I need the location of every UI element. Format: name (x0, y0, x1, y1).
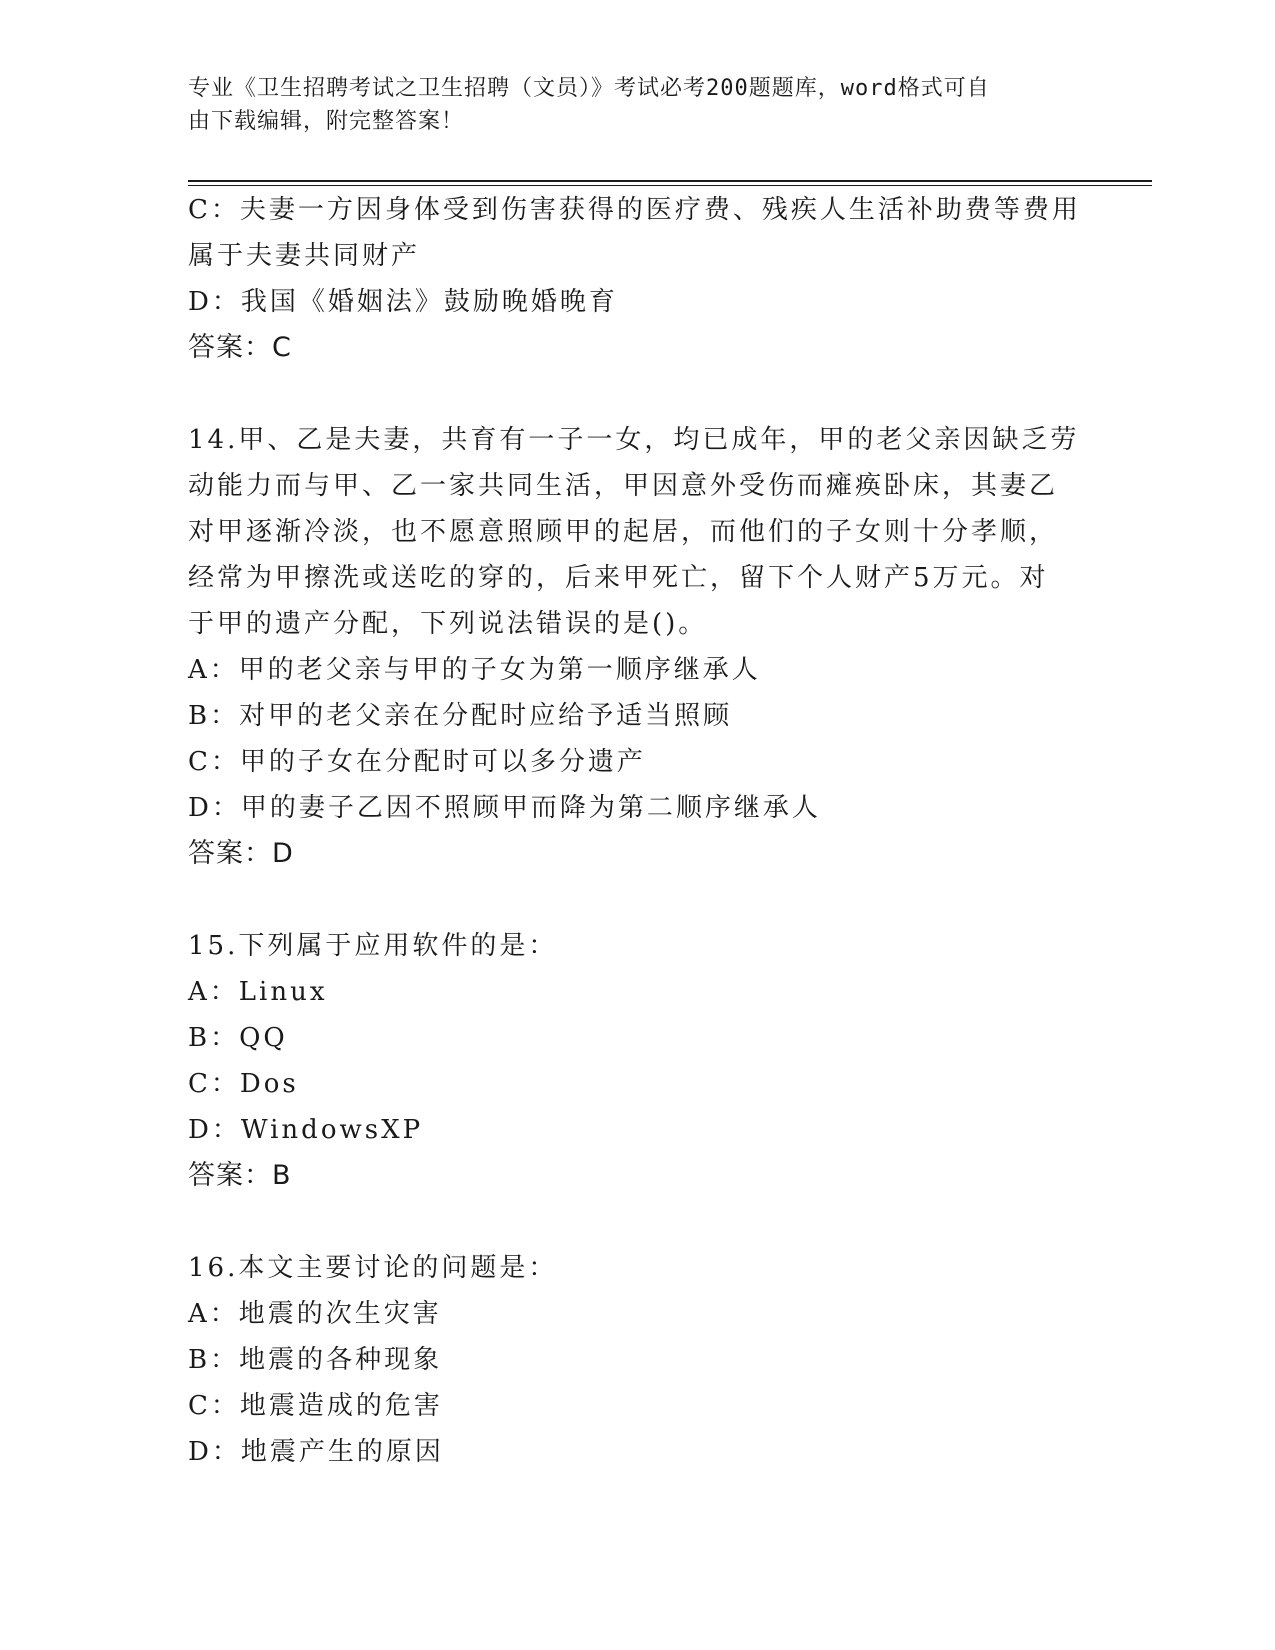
question-16 (188, 1245, 1088, 1475)
q13-option-d: D：我国《婚姻法》鼓励晚婚晚育 (188, 287, 618, 317)
q15-stem: 15.下列属于应用软件的是： (188, 931, 558, 961)
q16-stem: 16.本文主要讨论的问题是： (188, 1253, 558, 1283)
spacer (188, 877, 1088, 923)
q13-option-c-line-1: C：夫妻一方因身体受到伤害获得的医疗费、残疾人生活补助费等费用 (188, 195, 1081, 225)
question-14 (188, 417, 1088, 877)
spacer (188, 1199, 1088, 1245)
q16-option-c: C：地震造成的危害 (188, 1391, 443, 1421)
q15-answer: 答案：B (188, 1160, 292, 1191)
q15-option-b: B：QQ (188, 1023, 288, 1053)
spacer (188, 371, 1088, 417)
q14-stem-line-3: 对甲逐渐冷淡，也不愿意照顾甲的起居，而他们的子女则十分孝顺， (188, 517, 1059, 547)
header-divider-thick (188, 180, 1152, 182)
q14-stem-line-2: 动能力而与甲、乙一家共同生活，甲因意外受伤而瘫痪卧床，其妻乙 (188, 471, 1059, 501)
q16-option-d: D：地震产生的原因 (188, 1437, 444, 1467)
q14-option-c: C：甲的子女在分配时可以多分遗产 (188, 747, 646, 777)
q13-answer: 答案：C (188, 332, 292, 363)
q13-option-c-line-2: 属于夫妻共同财产 (188, 241, 421, 271)
q14-option-d: D：甲的妻子乙因不照顾甲而降为第二顺序继承人 (188, 793, 821, 823)
question-13-tail (188, 187, 1088, 371)
q16-option-b: B：地震的各种现象 (188, 1345, 443, 1375)
q14-stem-line-1: 14.甲、乙是夫妻，共育有一子一女，均已成年，甲的老父亲因缺乏劳 (188, 425, 1080, 455)
q14-answer: 答案：D (188, 838, 294, 869)
q14-option-b: B：对甲的老父亲在分配时应给予适当照顾 (188, 701, 733, 731)
q14-option-a: A：甲的老父亲与甲的子女为第一顺序继承人 (188, 655, 761, 685)
q15-option-d: D：WindowsXP (188, 1115, 424, 1145)
header-line-2: 由下载编辑，附完整答案！ (188, 109, 465, 134)
q15-option-c: C：Dos (188, 1069, 299, 1099)
q14-stem-line-5: 于甲的遗产分配，下列说法错误的是()。 (188, 609, 708, 639)
q15-option-a: A：Linux (188, 977, 328, 1007)
document-header (188, 72, 1088, 138)
header-line-1: 专业《卫生招聘考试之卫生招聘（文员）》考试必考200题题库，word格式可自 (188, 76, 990, 101)
question-content (188, 187, 1088, 1475)
question-15 (188, 923, 1088, 1199)
q14-stem-line-4: 经常为甲擦洗或送吃的穿的，后来甲死亡，留下个人财产5万元。对 (188, 563, 1049, 593)
header-divider-thin (188, 185, 1152, 186)
q16-option-a: A：地震的次生灾害 (188, 1299, 442, 1329)
